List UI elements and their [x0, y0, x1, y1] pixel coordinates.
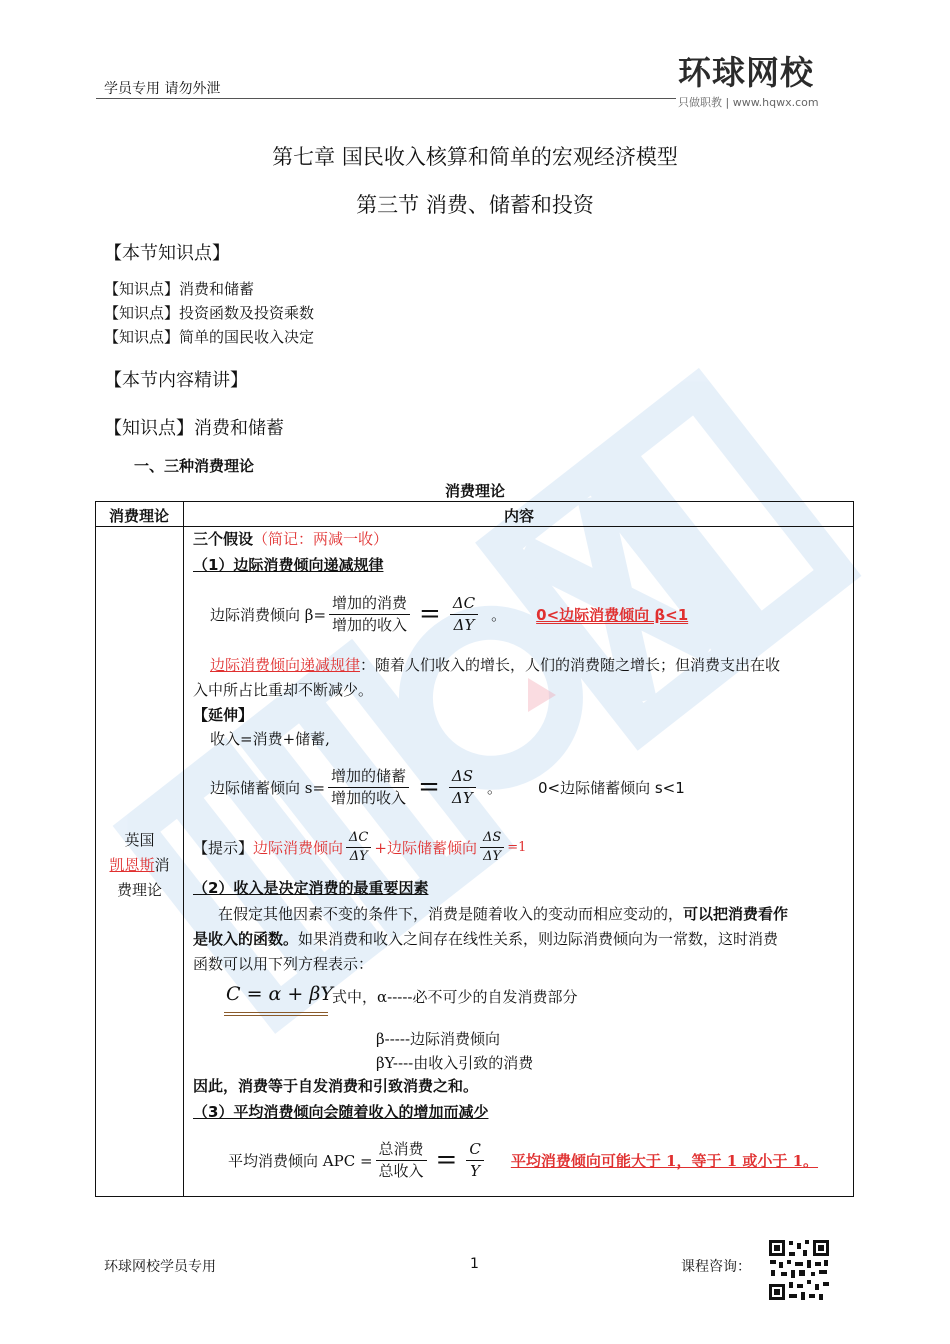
extension-equation: 收入=消费+储蓄, — [210, 730, 330, 748]
mpc-range: 0<边际消费倾向 β<1 — [536, 605, 689, 624]
law2-para-3: 函数可以用下列方程表示： — [193, 955, 374, 973]
apc-denominator: 总收入 — [378, 1161, 424, 1180]
apc-c: C — [466, 1140, 483, 1161]
apc-numerator: 总消费 — [376, 1140, 427, 1161]
row-label-keynes: 凯恩斯 — [109, 856, 155, 874]
page-number: 1 — [470, 1256, 479, 1272]
law1-text: ：随着人们收入的增长，人们的消费随之增长；但消费支出在收 — [360, 656, 781, 674]
footer-left: 环球网校学员专用 — [104, 1259, 216, 1275]
col-header-theory: 消费理论 — [108, 507, 169, 525]
mpc-tail: 。 — [491, 605, 507, 624]
section-title: 第三节 消费、储蓄和投资 — [356, 193, 594, 217]
content-heading: 【本节内容精讲】 — [104, 370, 248, 391]
law1-term: 边际消费倾向递减规律 — [210, 656, 361, 674]
apc-y: Y — [470, 1161, 481, 1180]
mpc-delta-y: ΔY — [453, 615, 475, 634]
footer-consult: 课程咨询： — [681, 1259, 751, 1275]
law2-title: （2）收入是决定消费的最重要因素 — [193, 879, 429, 897]
knowledge-item: 【知识点】简单的国民收入决定 — [104, 328, 315, 346]
mps-denominator: 增加的收入 — [331, 788, 407, 807]
law1-definition — [210, 655, 780, 675]
row-label-country: 英国 — [124, 831, 155, 849]
knowledge-item: 【知识点】消费和储蓄 — [104, 280, 255, 298]
tip-delta-c: ΔC — [346, 830, 371, 848]
mps-formula: 边际储蓄倾向 s= $\frac{\text{增加的储蓄}}{\text{增加的收入}}$ = $\frac{\Delta S}{\Delta Y}$ 。 0<边际储蓄倾向 s<1 — [210, 767, 685, 807]
tip-mps: +边际储蓄倾向 — [374, 839, 477, 858]
mps-delta-y: ΔY — [452, 788, 473, 807]
conclusion: 因此，消费等于自发消费和引致消费之和。 — [193, 1077, 479, 1095]
mps-tail: 。 — [486, 778, 502, 797]
topic-heading: 【知识点】消费和储蓄 — [104, 418, 284, 439]
mpc-label: 边际消费倾向 β= — [210, 605, 327, 624]
tip-delta-y2: ΔY — [483, 849, 502, 865]
qr-code-image — [767, 1238, 831, 1302]
tip-label: 【提示】 — [193, 839, 254, 858]
law2-text-a: 在假定其他因素不变的条件下，消费是随着收入的变动而相应变动的， — [218, 905, 684, 923]
law2-bold-a: 可以把消费看作 — [683, 905, 789, 923]
mpc-delta-c: ΔC — [450, 594, 478, 615]
tip — [193, 830, 526, 866]
consumption-function — [226, 983, 333, 1005]
mpc-formula: 边际消费倾向 β= $\frac{\text{增加的消费}}{\text{增加的收入}}$ = $\frac{\Delta C}{\Delta Y}$ 。 0<边际消费倾向 β<1 — [210, 594, 689, 634]
assumptions-label: 三个假设 — [193, 530, 254, 548]
mps-range: 0<边际储蓄倾向 s<1 — [537, 778, 685, 797]
mps-numerator: 增加的储蓄 — [328, 767, 409, 788]
chapter-title: 第七章 国民收入核算和简单的宏观经济模型 — [272, 145, 678, 169]
law2-text-b: 如果消费和收入之间存在线性关系，则边际消费倾向为一常数，这时消费 — [298, 930, 779, 948]
knowledge-heading: 【本节知识点】 — [104, 243, 230, 264]
law2-bold-b: 是收入的函数。 — [193, 930, 299, 948]
mpc-numerator: 增加的消费 — [329, 594, 410, 615]
knowledge-item: 【知识点】投资函数及投资乘数 — [104, 304, 315, 322]
apc-label: 平均消费倾向 APC = — [228, 1151, 373, 1170]
tip-delta-s: ΔS — [480, 830, 504, 848]
mpc-denominator: 增加的收入 — [332, 615, 408, 634]
tip-equals: =1 — [507, 840, 527, 856]
logo-text: 环球网校 — [678, 53, 814, 92]
mps-delta-s: ΔS — [449, 767, 476, 788]
row-label-suffix: 消 — [154, 856, 170, 874]
tip-delta-y: ΔY — [349, 849, 368, 865]
table-col-rule — [183, 501, 184, 1197]
row-label-theory: 费理论 — [116, 881, 162, 899]
logo — [678, 54, 848, 110]
law3-title: （3）平均消费倾向会随着收入的增加而减少 — [193, 1103, 489, 1121]
law2-para-2 — [193, 929, 778, 949]
apc-formula: 平均消费倾向 APC = $\frac{\text{总消费}}{\text{总收入}}$ = $\frac{C}{Y}$ 平均消费倾向可能大于 1，等于 1 或小于 1。 — [228, 1140, 819, 1180]
knowledge-list — [104, 277, 314, 349]
function-note-alpha: 式中，α-----必不可少的自发消费部分 — [332, 988, 578, 1006]
function-note-betay: βY----由收入引致的消费 — [376, 1054, 534, 1072]
col-header-content: 内容 — [503, 507, 534, 525]
header-left-text: 学员专用 请勿外泄 — [104, 81, 221, 97]
function-formula: C = α + βY — [226, 983, 333, 1005]
table-header-rule — [95, 526, 854, 527]
tip-mpc: 边际消费倾向 — [253, 839, 344, 858]
logo-tagline: 只做职教 | www.hqwx.com — [678, 96, 819, 109]
law1-title: （1）边际消费倾向递减规律 — [193, 556, 384, 574]
apc-note: 平均消费倾向可能大于 1，等于 1 或小于 1。 — [510, 1151, 819, 1170]
law2-para-1 — [218, 904, 788, 924]
header-rule — [96, 98, 676, 99]
assumptions-note: （简记：两减一收） — [253, 530, 389, 548]
mps-label: 边际储蓄倾向 s= — [210, 778, 326, 797]
function-note-beta: β-----边际消费倾向 — [376, 1030, 501, 1048]
subheading: 一、三种消费理论 — [134, 457, 255, 475]
extension-title: 【延伸】 — [193, 706, 254, 724]
law1-definition-cont: 入中所占比重却不断减少。 — [193, 681, 374, 699]
table-caption: 消费理论 — [444, 482, 505, 500]
assumptions — [193, 529, 388, 549]
row-label — [96, 828, 183, 903]
